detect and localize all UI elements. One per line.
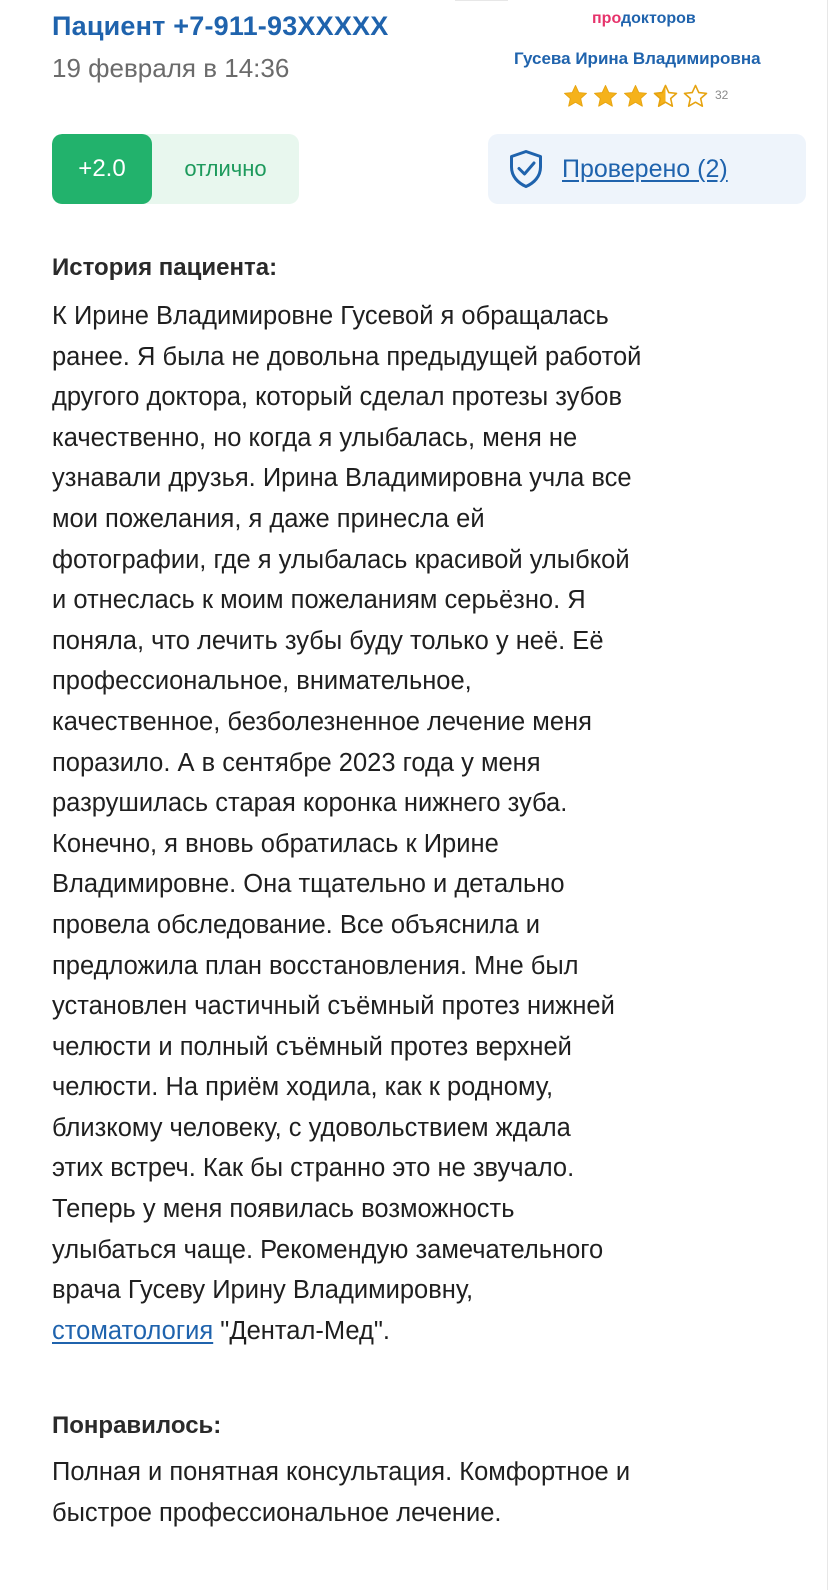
history-line: и отнеслась к моим пожеланиям серьёзно. Я [52, 586, 586, 615]
liked-line: Полная и понятная консультация. Комфортное и [52, 1458, 631, 1486]
history-line: Конечно, я вновь обратилась к Ирине [52, 829, 499, 858]
history-line: провела обследование. Все объяснила и [52, 910, 541, 939]
score-badge [52, 134, 299, 204]
history-line: близкому человеку, с удовольствием ждала [52, 1113, 571, 1142]
history-line: качественное, безболезненное лечение меня [52, 707, 592, 736]
history-line: фотографии, где я улыбалась красивой улыбкой [52, 545, 630, 574]
liked-heading: Понравилось: [52, 1412, 222, 1439]
doctor-name[interactable]: Гусева Ирина Владимировна [514, 49, 761, 68]
rating-count: 32 [715, 87, 729, 102]
history-line: качественно, но когда я улыбалась, меня не [52, 423, 578, 452]
history-line: этих встреч. Как бы странно это не звучало. [52, 1154, 575, 1183]
score-label: отлично [184, 156, 267, 181]
history-last-line [52, 1311, 792, 1352]
history-line: улыбаться чаще. Рекомендую замечательного [52, 1235, 604, 1264]
history-line: челюсти. На приём ходила, как к родному, [52, 1073, 554, 1102]
history-line: врача Гусеву Ирину Владимировну, [52, 1276, 474, 1305]
history-line: К Ирине Владимировне Гусевой я обращалась [52, 302, 609, 330]
star-filled-icon [622, 83, 649, 110]
history-line: узнавали друзья. Ирина Владимировна учла все [52, 464, 632, 493]
liked-text [52, 1452, 792, 1533]
history-line: ранее. Я была не довольна предыдущей работой [52, 342, 642, 371]
history-line: челюсти и полный съёмный протез верхней [52, 1032, 572, 1061]
verified-button[interactable] [488, 134, 806, 204]
history-text [52, 296, 792, 1351]
logo-part-doctors: докторов [621, 10, 696, 27]
history-line: поняла, что лечить зубы буду только у неё. Её [52, 626, 604, 655]
star-half-icon [652, 83, 679, 110]
history-line: Теперь у меня появилась возможность [52, 1195, 515, 1224]
patient-name[interactable]: Пациент +7-911-93XXXXX [52, 11, 389, 41]
star-filled-icon [592, 83, 619, 110]
history-line: профессиональное, внимательное, [52, 667, 472, 696]
history-line: разрушилась старая коронка нижнего зуба. [52, 789, 568, 818]
verified-label: Проверено (2) [562, 154, 728, 183]
history-line: Владимировне. Она тщательно и детально [52, 870, 565, 899]
clinic-category-link[interactable]: стоматология [52, 1316, 214, 1345]
history-line: поразило. А в сентябре 2023 года у меня [52, 748, 541, 777]
prodoctorov-logo[interactable] [592, 9, 696, 29]
star-filled-icon [562, 83, 589, 110]
logo-part-pro: про [592, 10, 621, 27]
history-line: предложила план восстановления. Мне был [52, 951, 579, 980]
history-line: установлен частичный съёмный протез нижней [52, 992, 615, 1021]
history-heading: История пациента: [52, 254, 278, 281]
liked-line: быстрое профессиональное лечение. [52, 1498, 502, 1527]
history-line: мои пожелания, я даже принесла ей [52, 504, 485, 533]
review-date: 19 февраля в 14:36 [52, 53, 290, 83]
history-line: другого доктора, который сделал протезы зубов [52, 383, 623, 412]
star-empty-icon [682, 83, 709, 110]
page-top-border [455, 0, 508, 1]
clinic-name: "Дентал-Мед". [213, 1316, 390, 1345]
shield-check-icon [508, 149, 544, 189]
score-value: +2.0 [52, 134, 152, 204]
doctor-rating [562, 83, 728, 110]
